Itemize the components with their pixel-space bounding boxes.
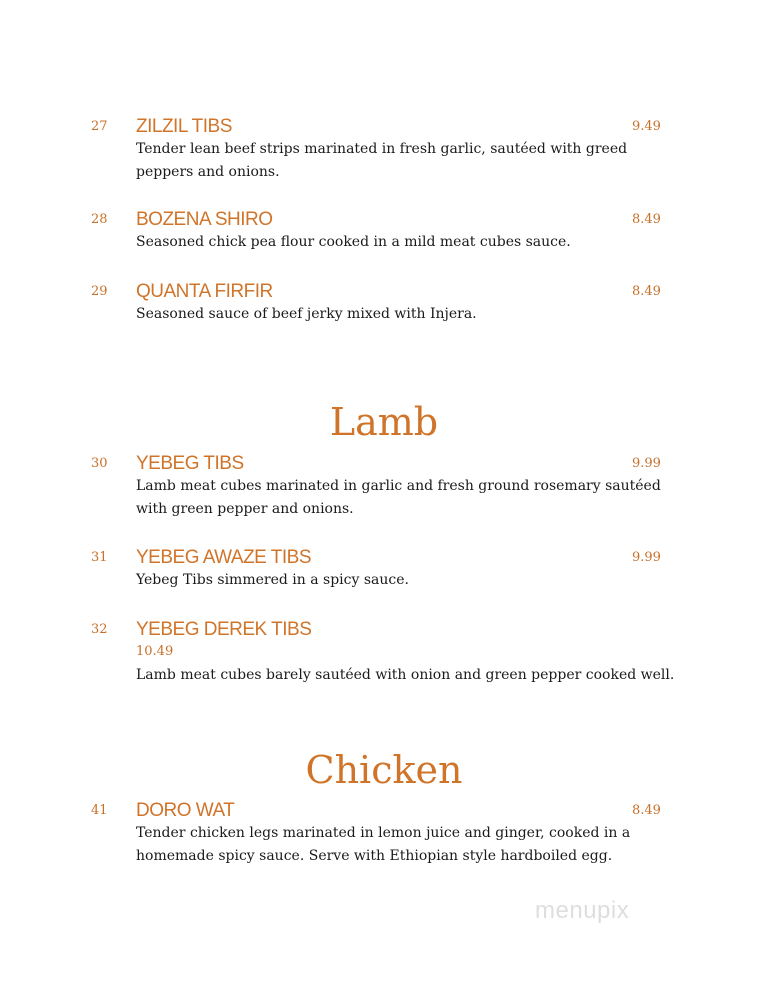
item-number: 28 [91,212,108,227]
section-heading-chicken: Chicken [305,748,463,792]
item-number: 27 [91,119,108,134]
item-description: Lamb meat cubes marinated in garlic and fresh ground rosemary sautéed with green pepper and onions. [136,478,661,517]
item-description: Seasoned sauce of beef jerky mixed with Injera. [136,306,477,322]
item-price: 9.99 [632,550,661,565]
item-name: BOZENA SHIRO [136,209,273,230]
item-price: 10.49 [136,644,174,659]
item-name: YEBEG TIBS [136,453,244,474]
item-number: 41 [91,803,108,818]
item-name: DORO WAT [136,800,235,821]
item-price: 8.49 [632,212,661,227]
item-number: 31 [91,550,108,565]
item-price: 9.99 [632,456,661,471]
section-heading-lamb: Lamb [329,400,439,444]
item-name: QUANTA FIRFIR [136,281,273,302]
item-description: Yebeg Tibs simmered in a spicy sauce. [136,572,409,588]
item-price: 8.49 [632,803,661,818]
watermark-logo: menupix [535,897,630,924]
item-description: Seasoned chick pea flour cooked in a mild meat cubes sauce. [136,234,571,250]
item-name: YEBEG DEREK TIBS [136,619,312,640]
item-description: Tender lean beef strips marinated in fresh garlic, sautéed with greed peppers and onions. [136,141,628,180]
item-price: 8.49 [632,284,661,299]
item-number: 30 [91,456,108,471]
item-description: Tender chicken legs marinated in lemon juice and ginger, cooked in a homemade spicy sauce. Serve with Ethiopian style hardboiled egg. [136,825,631,864]
item-price: 9.49 [632,119,661,134]
item-number: 29 [91,284,108,299]
item-name: ZILZIL TIBS [136,116,232,137]
item-number: 32 [91,622,108,637]
item-description: Lamb meat cubes barely sautéed with onion and green pepper cooked well. [136,667,675,683]
item-name: YEBEG AWAZE TIBS [136,547,312,568]
